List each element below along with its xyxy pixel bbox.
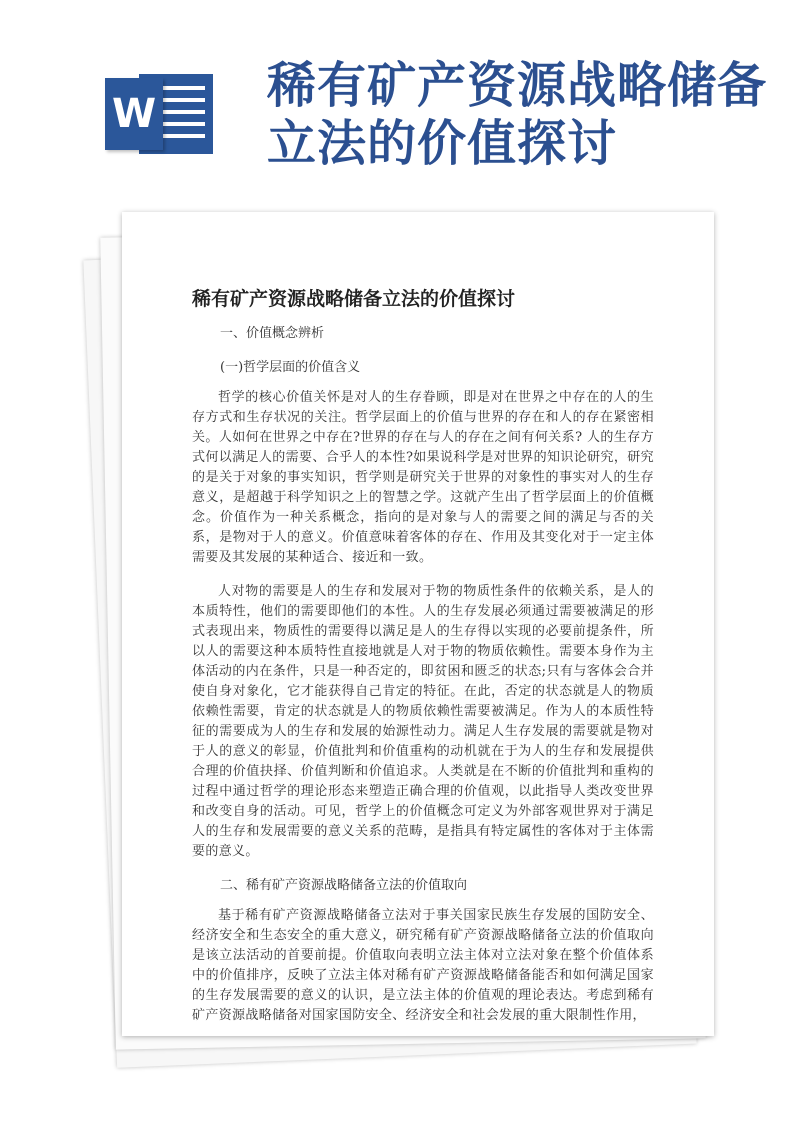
logo-letter: W — [105, 78, 163, 150]
paragraph-3: 基于稀有矿产资源战略储备立法对于事关国家民族生存发展的国防安全、经济安全和生态安全的重大意义，研究稀有矿产资源战略储备立法的价值取向是该立法活动的首要前提。价值取向表明立法主体对立法对象在整个价值体系中的价值排序，反映了立法主体对稀有矿产资源战略储备能否和如何满足国家的生存发展需要的意义的认识，是立法主体的价值观的理论表达。考虑到稀有矿产资源战略储备对国家国防安全、经济安全和社会发展的重大限制性作用， — [192, 908, 654, 1023]
header-banner — [0, 0, 800, 210]
paragraph-2: 人对物的需要是人的生存和发展对于物的物质性条件的依赖关系，是人的本质特性，他们的需要即他们的本性。人的生存发展必须通过需要被满足的形式表现出来，物质性的需要得以满足是人的生存得以实现的必要前提条件，所以人的需要这种本质特性直接地就是人对于物的物质依赖性。需要本身作为主体活动的内在条件，只是一种否定的，即贫困和匮乏的状态;只有与客体会合并使自身对象化，它才能获得自己肯定的特征。在此，否定的状态就是人的物质依赖性需要，肯定的状态就是人的物质依赖性需要被满足。作为人的本质性特征的需要成为人的生存和发展的始源性动力。满足人生存发展的需要就是物对于人的意义的彰显，价值批判和价值重构的动机就在于为人的生存和发展提供合理的价值抉择、价值判断和价值追求。人类就是在不断的价值批判和重构的过程中通过哲学的理论形态来塑造正确合理的价值观，以此指导人类改变世界和改变自身的活动。可见，哲学上的价值概念可定义为外部客观世界对于满足人的生存和发展需要的意义关系的范畴，是指具有特定属性的客体对于主体需要的意义。 — [192, 584, 654, 859]
word-document-icon — [105, 68, 215, 160]
document-page — [122, 212, 714, 1036]
document-title: 稀有矿产资源战略储备立法的价值探讨 — [192, 288, 516, 310]
section-heading-2: 二、稀有矿产资源战略储备立法的价值取向 — [220, 878, 468, 893]
document-body — [192, 324, 654, 1036]
paragraph-1: 哲学的核心价值关怀是对人的生存眷顾，即是对在世界之中存在的人的生存方式和生存状况的关注。哲学层面上的价值与世界的存在和人的存在紧密相关。人如何在世界之中存在?世界的存在与人的存在之间有何关系? 人的生存方式何以满足人的需要、合乎人的本性?如果说科学是对世界的知识论研究，研究的是关于对象的事实知识，哲学则是研究关于世界的对象性的事实对人的生存意义，是超越于科学知识之上的智慧之学。这就产生出了哲学层面上的价值概念。价值作为一种关系概念，指向的是对象与人的需要之间的满足与否的关系，是物对于人的意义。价值意味着客体的存在、作用及其变化对于一定主体需要及其发展的某种适合、接近和一致。 — [192, 390, 654, 565]
section-heading-1: 一、价值概念辨析 — [220, 326, 325, 341]
subsection-heading-1-1: (一)哲学层面的价值含义 — [220, 360, 361, 375]
banner-title: 稀有矿产资源战略储备立法的价值探讨 — [267, 56, 768, 172]
